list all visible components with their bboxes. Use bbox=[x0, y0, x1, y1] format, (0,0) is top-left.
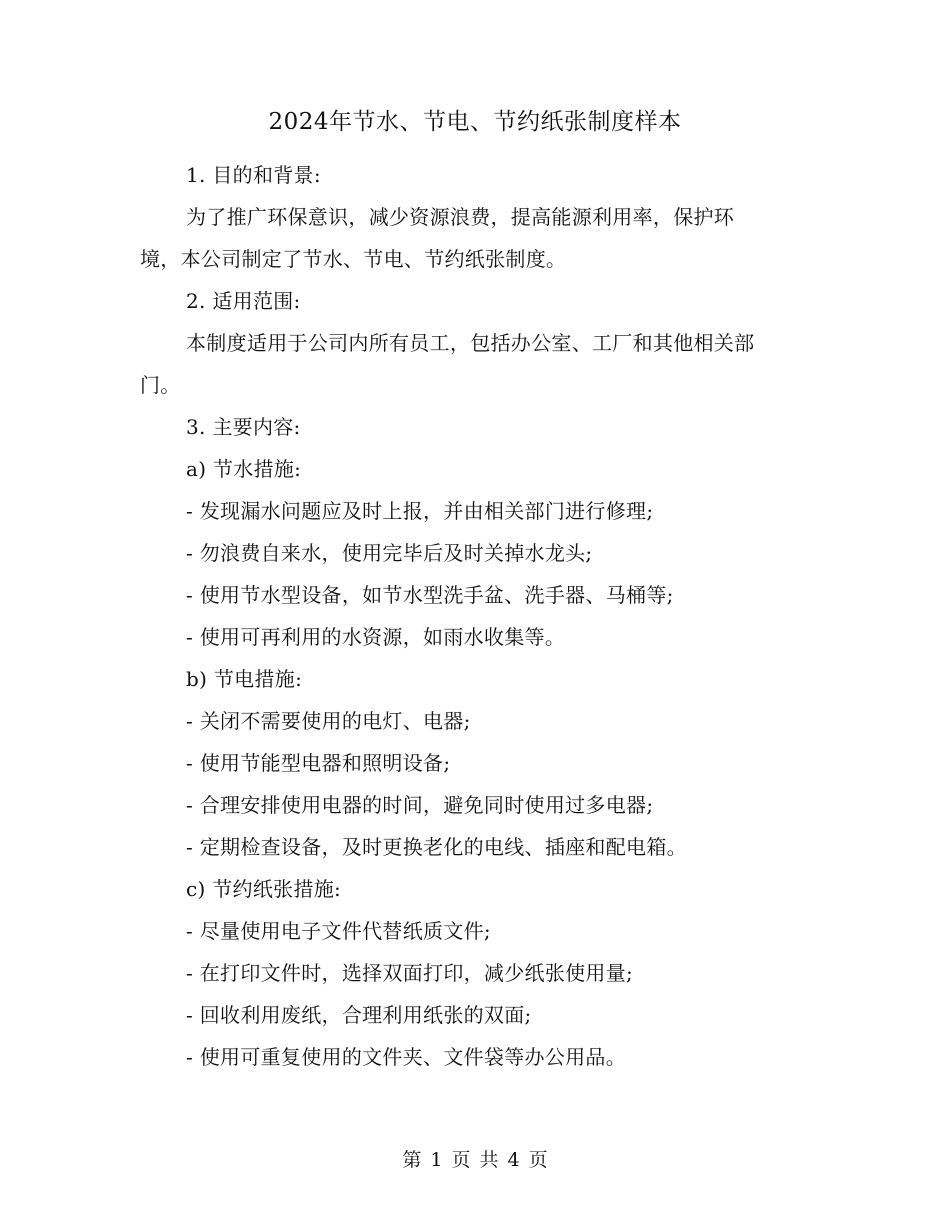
body-line: a) 节水措施: bbox=[186, 457, 302, 481]
body-line: - 发现漏水问题应及时上报，并由相关部门进行修理; bbox=[186, 499, 654, 523]
body-line: - 勿浪费自来水，使用完毕后及时关掉水龙头; bbox=[186, 541, 593, 565]
body-line: 本制度适用于公司内所有员工，包括办公室、工厂和其他相关部 bbox=[186, 331, 755, 355]
body-line: c) 节约纸张措施: bbox=[186, 877, 342, 901]
body-line: 境，本公司制定了节水、节电、节约纸张制度。 bbox=[140, 247, 567, 271]
body-line: 1. 目的和背景: bbox=[186, 163, 321, 187]
body-line: 3. 主要内容: bbox=[186, 415, 301, 439]
body-line: b) 节电措施: bbox=[186, 667, 303, 691]
body-line: - 使用可重复使用的文件夹、文件袋等办公用品。 bbox=[186, 1045, 627, 1069]
body-line: - 定期检查设备，及时更换老化的电线、插座和配电箱。 bbox=[186, 835, 687, 859]
document-body bbox=[140, 154, 800, 1078]
body-line: - 在打印文件时，选择双面打印，减少纸张使用量; bbox=[186, 961, 634, 985]
body-line: - 合理安排使用电器的时间，避免同时使用过多电器; bbox=[186, 793, 654, 817]
document-title: 2024年节水、节电、节约纸张制度样本 bbox=[268, 109, 682, 135]
body-line: - 回收利用废纸，合理利用纸张的双面; bbox=[186, 1003, 532, 1027]
page-footer: 第 1 页 共 4 页 bbox=[402, 1149, 548, 1171]
body-line: 2. 适用范围: bbox=[186, 289, 301, 313]
body-line: - 使用节水型设备，如节水型洗手盆、洗手器、马桶等; bbox=[186, 583, 674, 607]
body-line: - 尽量使用电子文件代替纸质文件; bbox=[186, 919, 491, 943]
body-line: - 使用可再利用的水资源，如雨水收集等。 bbox=[186, 625, 566, 649]
body-line: - 关闭不需要使用的电灯、电器; bbox=[186, 709, 471, 733]
body-line: 门。 bbox=[140, 373, 181, 397]
body-line: - 使用节能型电器和照明设备; bbox=[186, 751, 451, 775]
body-line: 为了推广环保意识，减少资源浪费，提高能源利用率，保护环 bbox=[186, 205, 735, 229]
